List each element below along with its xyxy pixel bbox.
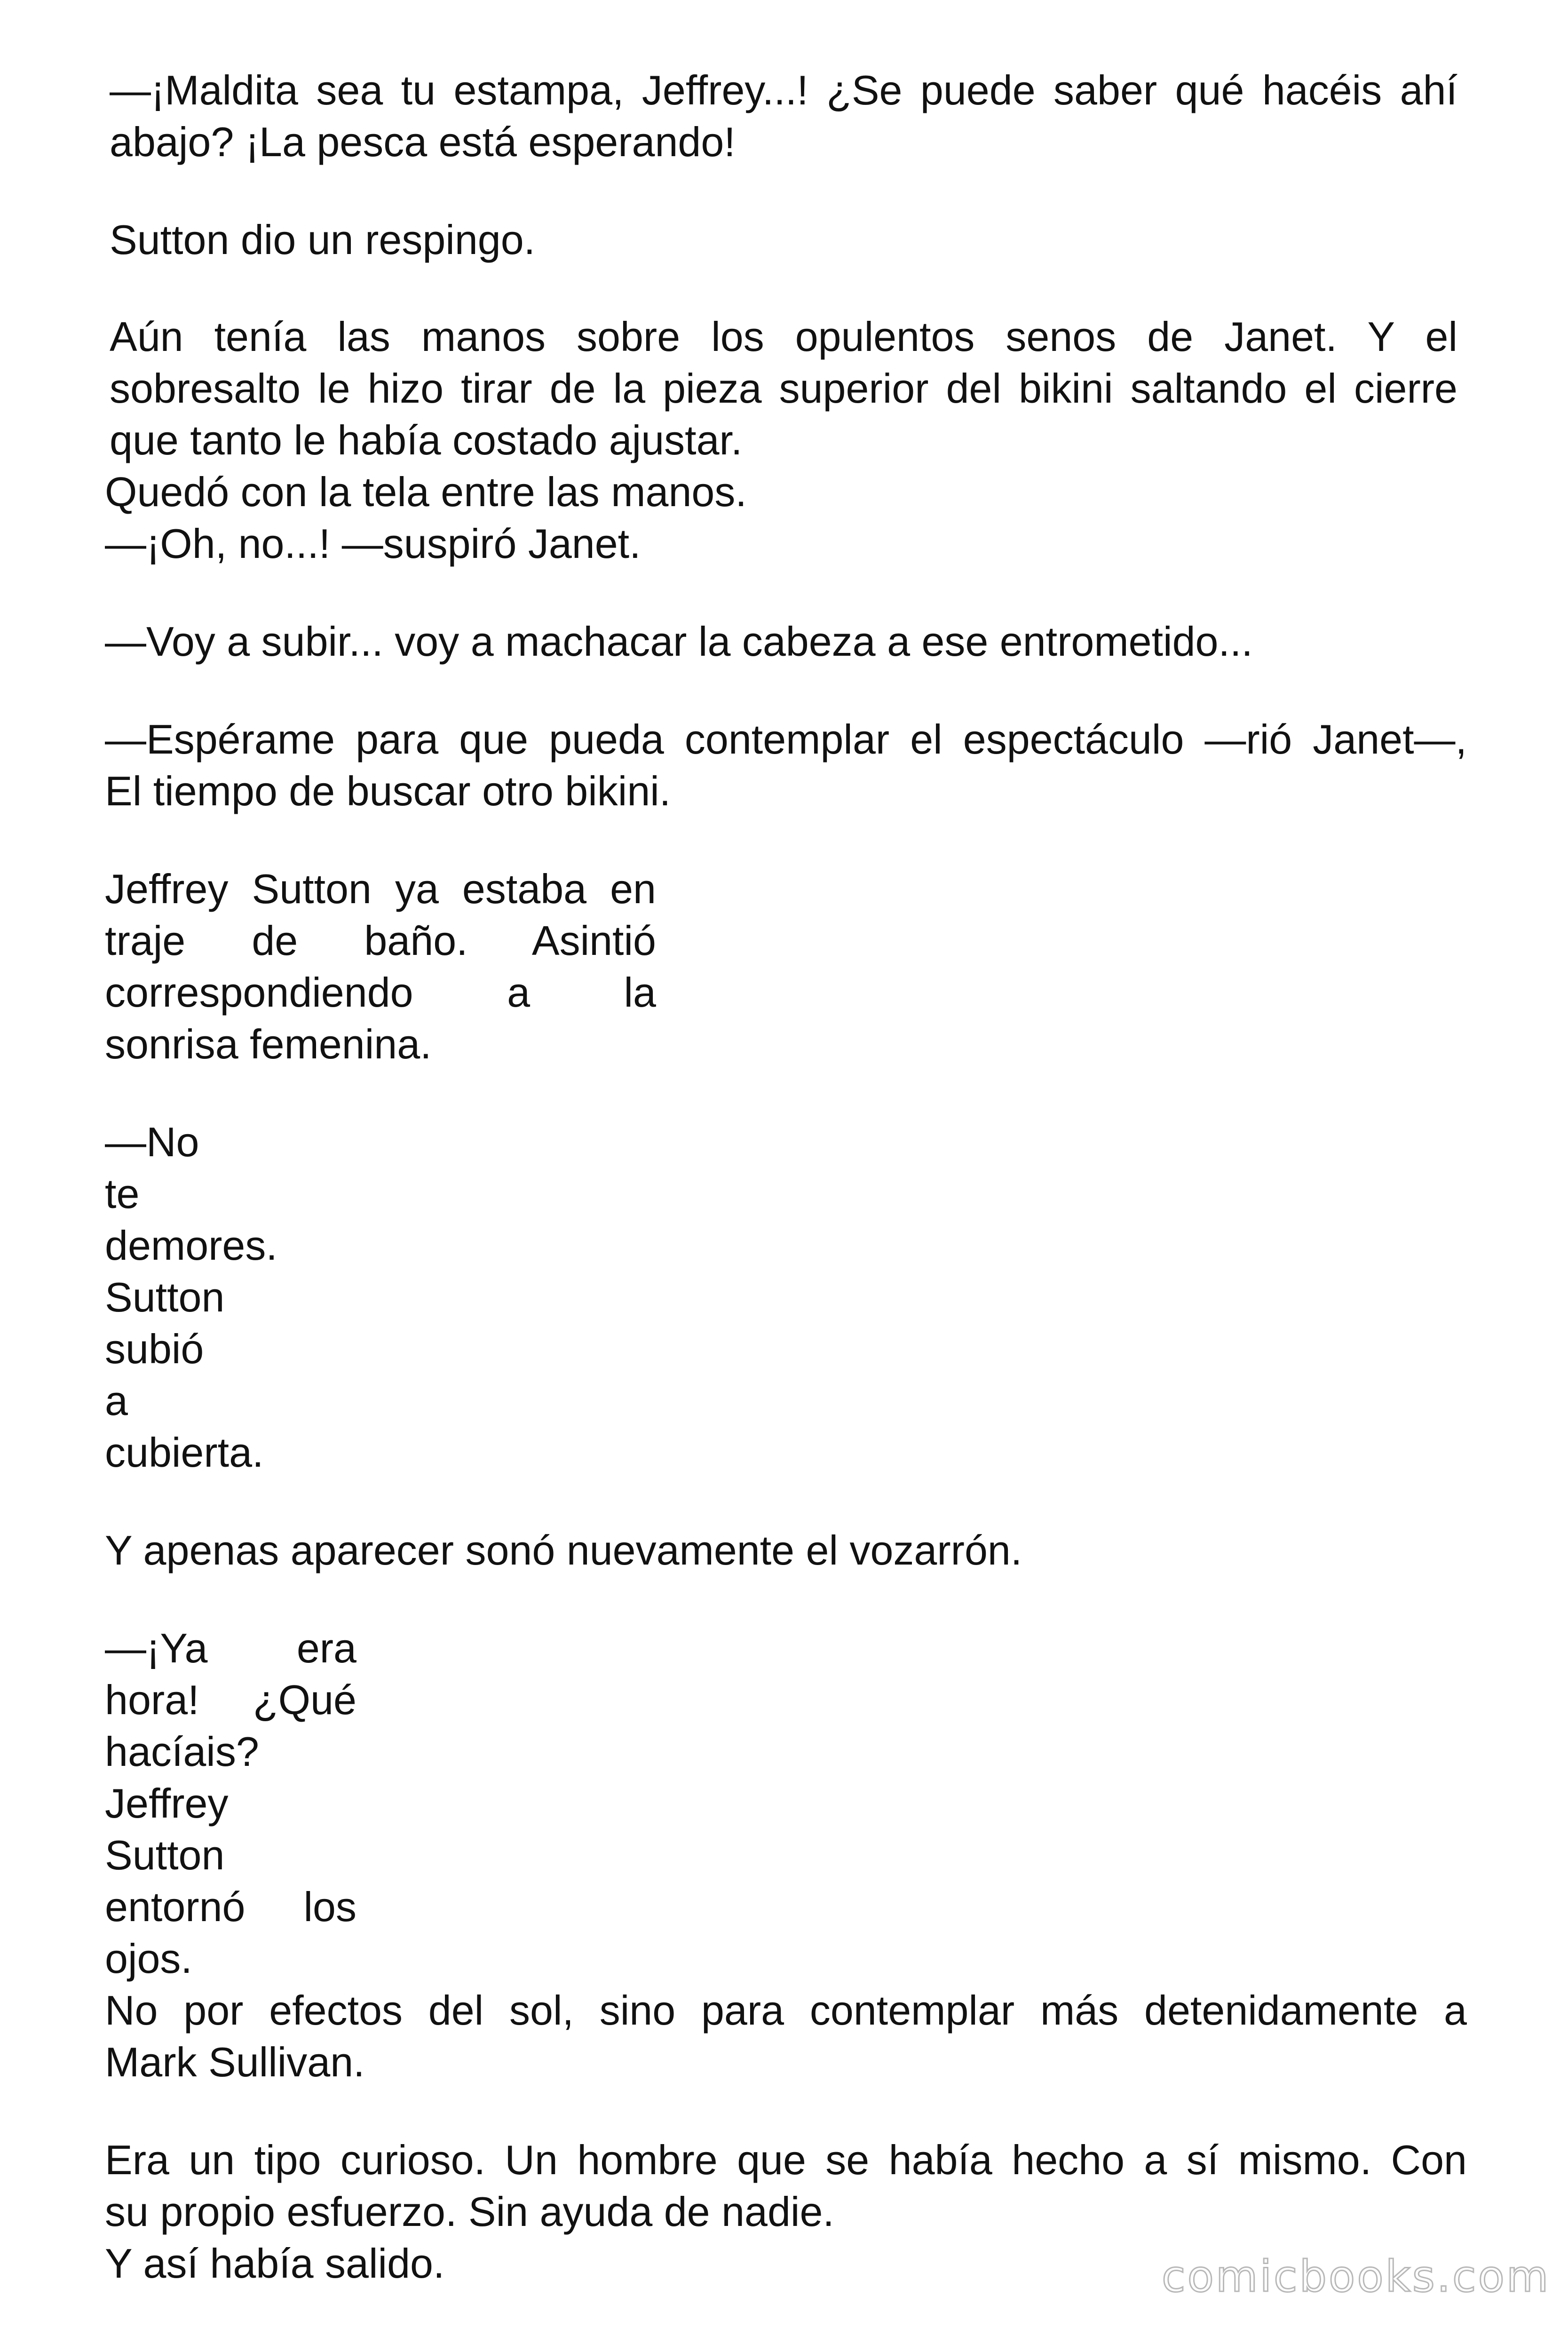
text-line: te bbox=[105, 1170, 140, 1217]
text-line: hora! ¿Qué bbox=[105, 1677, 356, 1723]
text-line: —¡Ya era bbox=[105, 1625, 356, 1671]
text-line: —Voy a subir... voy a machacar la cabeza a ese entrometido... bbox=[105, 618, 1253, 665]
text-line: que tanto le había costado ajustar. bbox=[110, 417, 743, 463]
text-line: sobresalto le hizo tirar de la pieza superior del bikini saltando el cierre bbox=[110, 365, 1457, 412]
text-line: demores. bbox=[105, 1222, 277, 1269]
text-line: ojos. bbox=[105, 1935, 192, 1982]
text-line: Mark Sullivan. bbox=[105, 2039, 365, 2085]
text-line: —Espérame para que pueda contemplar el espectáculo —rió Janet—, bbox=[105, 716, 1467, 763]
text-line: El tiempo de buscar otro bikini. bbox=[105, 768, 671, 814]
text-line: a bbox=[105, 1377, 128, 1424]
text-line: —¡Oh, no...! —suspiró Janet. bbox=[105, 520, 641, 567]
text-line: subió bbox=[105, 1326, 204, 1372]
text-line: Sutton bbox=[105, 1832, 225, 1878]
text-line: su propio esfuerzo. Sin ayuda de nadie. bbox=[105, 2188, 834, 2235]
text-line: correspondiendo a la bbox=[105, 969, 656, 1016]
text-line: Quedó con la tela entre las manos. bbox=[105, 469, 747, 515]
text-line: —No bbox=[105, 1119, 199, 1165]
text-line: Y así había salido. bbox=[105, 2240, 445, 2287]
text-line: Sutton dio un respingo. bbox=[110, 216, 536, 263]
text-line: Jeffrey bbox=[105, 1780, 229, 1827]
text-line: cubierta. bbox=[105, 1429, 264, 1476]
text-line: entornó los bbox=[105, 1883, 356, 1930]
text-line: Era un tipo curioso. Un hombre que se había hecho a sí mismo. Con bbox=[105, 2137, 1467, 2183]
text-line: Sutton bbox=[105, 1274, 225, 1320]
text-line: sonrisa femenina. bbox=[105, 1021, 432, 1067]
text-line: No por efectos del sol, sino para contemplar más detenidamente a bbox=[105, 1987, 1467, 2034]
text-line: Jeffrey Sutton ya estaba en bbox=[105, 866, 656, 912]
text-line: Y apenas aparecer sonó nuevamente el vozarrón. bbox=[105, 1527, 1022, 1573]
text-line: abajo? ¡La pesca está esperando! bbox=[110, 119, 736, 165]
text-line: hacíais? bbox=[105, 1728, 259, 1775]
text-line: —¡Maldita sea tu estampa, Jeffrey...! ¿Se puede saber qué hacéis ahí bbox=[110, 67, 1457, 113]
text-line: traje de baño. Asintió bbox=[105, 917, 656, 964]
watermark: comicbooks.com bbox=[1162, 2251, 1551, 2302]
text-line: Aún tenía las manos sobre los opulentos senos de Janet. Y el bbox=[110, 313, 1457, 360]
